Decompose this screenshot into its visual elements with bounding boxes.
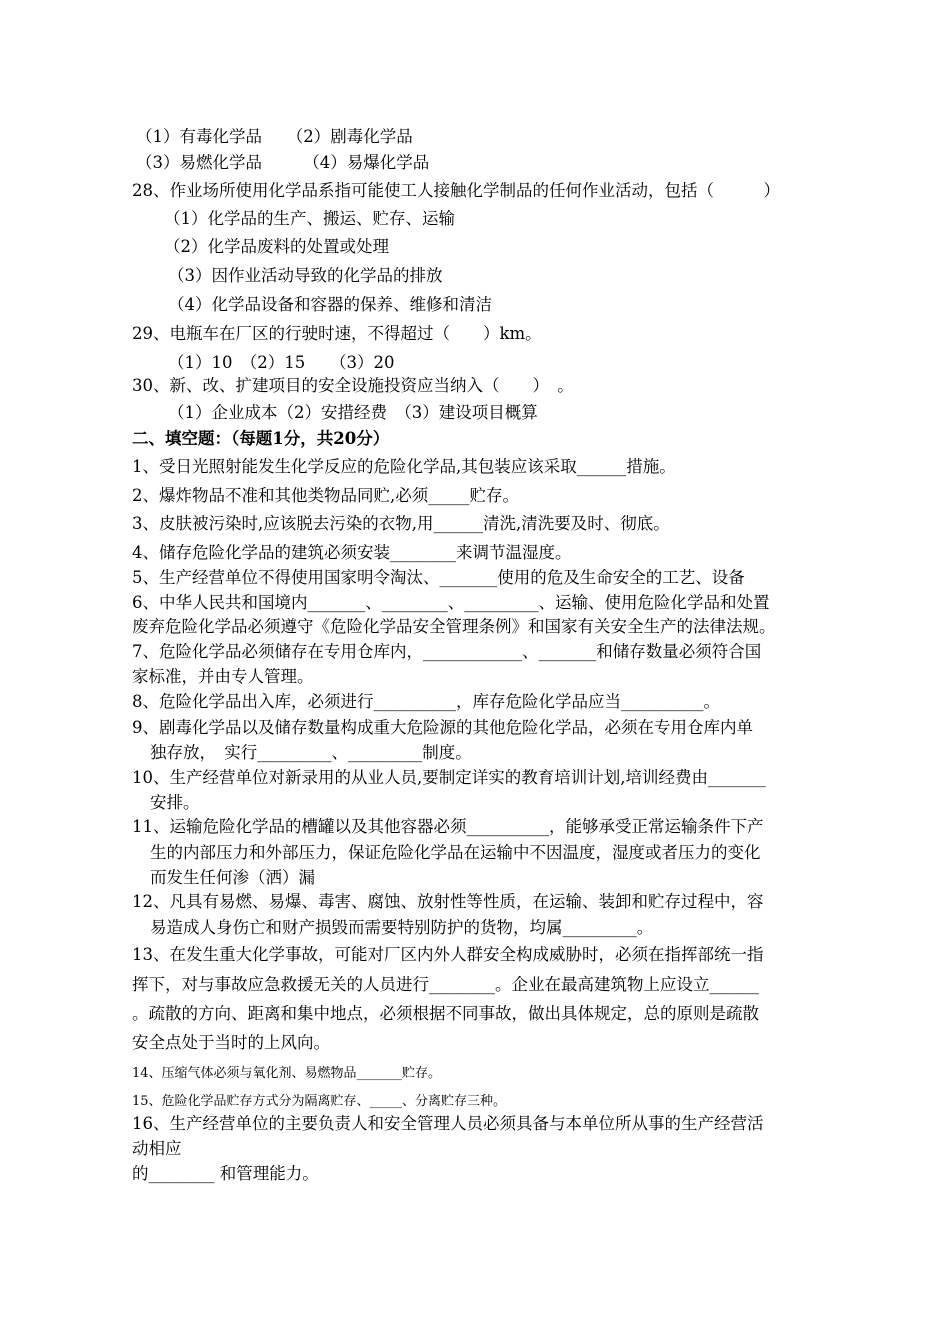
fill-q15: 15、危险化学品贮存方式分为隔离贮存、_____、分离贮存三种。 — [132, 1094, 507, 1109]
q30-options: （1）企业成本（2）安措经费 （3）建设项目概算 — [168, 403, 538, 422]
fill-q16-line-1: 16、生产经营单位的主要负责人和安全管理人员必须具备与本单位所从事的生产经营活 — [132, 1114, 764, 1133]
q28-question: 28、作业场所使用化学品系指可能使工人接触化学制品的任何作业活动，包括（ ） — [132, 181, 780, 200]
fill-q16-line-2: 动相应 — [132, 1139, 182, 1158]
q28-option-1: （1）化学品的生产、搬运、贮存、运输 — [164, 209, 455, 228]
q28-option-3: （3）因作业活动导致的化学品的排放 — [168, 266, 443, 285]
q27-options-line-2: （3）易燃化学品 （4）易爆化学品 — [136, 153, 430, 172]
fill-q9-line-1: 9、剧毒化学品以及储存数量构成重大危险源的其他危险化学品，必须在专用仓库内单 — [132, 718, 753, 737]
fill-q3: 3、皮肤被污染时,应该脱去污染的衣物,用______清洗,清洗要及时、彻底。 — [132, 514, 670, 533]
fill-q13-line-4: 安全点处于当时的上风向。 — [132, 1033, 330, 1052]
q27-options-line-1: （1）有毒化学品 （2）剧毒化学品 — [136, 127, 413, 146]
fill-q6-line-2: 废弃危险化学品必须遵守《危险化学品安全管理条例》和国家有关安全生产的法律法规。 — [132, 617, 776, 636]
fill-q13-line-2: 挥下，对与事故应急救援无关的人员进行________。企业在最高建筑物上应设立______ — [132, 975, 759, 994]
q29-options: （1）10 （2）15 （3）20 — [168, 353, 395, 372]
fill-q11-line-1: 11、运输危险化学品的槽罐以及其他容器必须__________，能够承受正常运输条件下产 — [132, 817, 764, 836]
fill-q2: 2、爆炸物品不准和其他类物品同贮,必须_____贮存。 — [132, 486, 519, 505]
fill-q4: 4、储存危险化学品的建筑必须安装________来调节温湿度。 — [132, 543, 572, 562]
fill-q7-line-1: 7、危险化学品必须储存在专用仓库内，____________、_______和储存数量必须符合国 — [132, 642, 762, 661]
fill-q8: 8、危险化学品出入库，必须进行__________，库存危险化学品应当__________。 — [132, 692, 720, 711]
fill-q11-line-3: 而发生任何渗（洒）漏 — [150, 868, 315, 887]
q28-option-4: （4）化学品设备和容器的保养、维修和清洁 — [168, 295, 492, 314]
fill-q13-line-1: 13、在发生重大化学事故，可能对厂区内外人群安全构成威胁时，必须在指挥部统一指 — [132, 945, 764, 964]
fill-q12-line-1: 12、凡具有易燃、易爆、毒害、腐蚀、放射性等性质，在运输、装卸和贮存过程中，容 — [132, 892, 764, 911]
q30-question: 30、新、改、扩建项目的安全设施投资应当纳入（ ） 。 — [132, 376, 574, 395]
fill-q10-line-2: 安排。 — [150, 793, 200, 812]
fill-q5: 5、生产经营单位不得使用国家明令淘汰、_______使用的危及生命安全的工艺、设备 — [132, 568, 745, 587]
q29-question: 29、电瓶车在厂区的行驶时速，不得超过（ ）km。 — [132, 324, 542, 343]
fill-q9-line-2: 独存放， 实行_________、_________制度。 — [150, 743, 472, 762]
fill-q7-line-2: 家标准，并由专人管理。 — [132, 667, 314, 686]
fill-q13-line-3: 。疏散的方向、距离和集中地点，必须根据不同事故，做出具体规定，总的原则是疏散 — [132, 1004, 759, 1023]
fill-q11-line-2: 生的内部压力和外部压力，保证危险化学品在运输中不因温度，湿度或者压力的变化 — [150, 843, 761, 862]
fill-q6-line-1: 6、中华人民共和国境内_______、________、_________、运输、使用危险化学品和处置 — [132, 593, 770, 612]
fill-q10-line-1: 10、生产经营单位对新录用的从业人员,要制定详实的教育培训计划,培训经费由_______ — [132, 768, 766, 787]
fill-q1: 1、受日光照射能发生化学反应的危险化学品,其包装应该采取______措施。 — [132, 457, 676, 476]
fill-q12-line-2: 易造成人身伤亡和财产损毁而需要特别防护的货物，均属_________。 — [150, 918, 654, 937]
fill-q16-line-3: 的________ 和管理能力。 — [132, 1164, 319, 1183]
q28-option-2: （2）化学品废料的处置或处理 — [164, 237, 389, 256]
fill-q14: 14、压缩气体必须与氧化剂、易燃物品_______贮存。 — [132, 1066, 442, 1081]
section-heading-fill-blank: 二、填空题：（每题1分，共20分） — [132, 429, 390, 448]
